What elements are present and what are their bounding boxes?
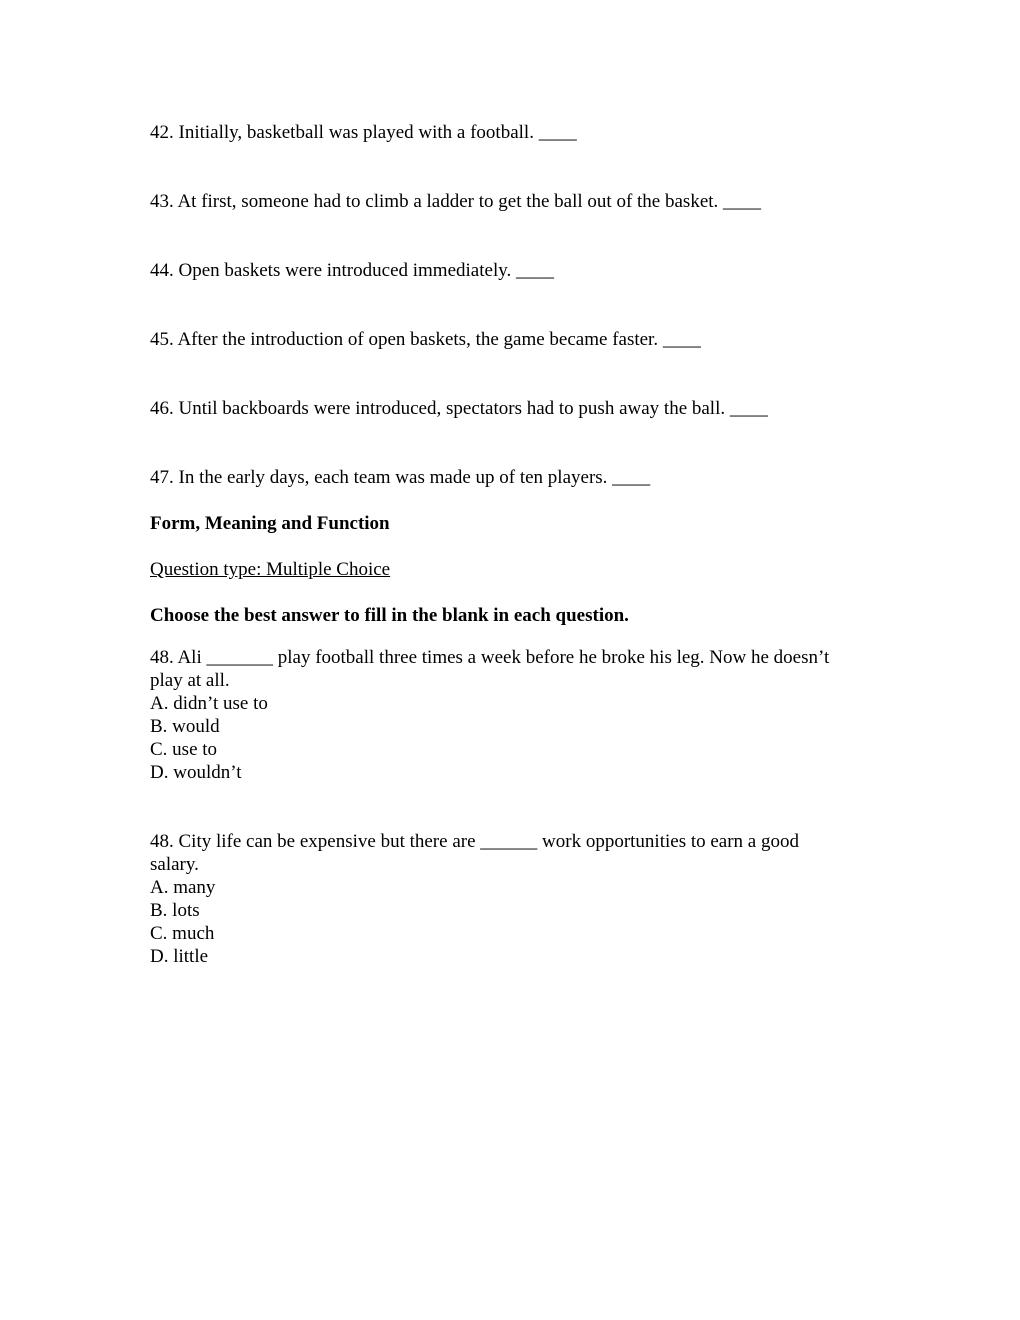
section-heading: Form, Meaning and Function (150, 513, 390, 534)
statement-47: 47. In the early days, each team was made up of ten players. ____ (150, 467, 651, 488)
question-text-line: salary. (150, 854, 199, 875)
question-block (150, 830, 880, 968)
option-a: A. didn’t use to (150, 693, 268, 714)
question-text-line: 48. Ali _______ play football three times a week before he broke his leg. Now he doesn’t (150, 647, 830, 668)
statement-45: 45. After the introduction of open baskets, the game became faster. ____ (150, 329, 701, 350)
instruction: Choose the best answer to fill in the blank in each question. (150, 605, 629, 626)
question-text-line: 48. City life can be expensive but there are ______ work opportunities to earn a good (150, 831, 799, 852)
statement-43: 43. At first, someone had to climb a ladder to get the ball out of the basket. ____ (150, 191, 762, 212)
statement-42: 42. Initially, basketball was played with a football. ____ (150, 122, 577, 143)
question-block (150, 646, 880, 784)
option-c: C. much (150, 923, 215, 944)
statement-46: 46. Until backboards were introduced, spectators had to push away the ball. ____ (150, 398, 768, 419)
option-c: C. use to (150, 739, 218, 760)
option-b: B. would (150, 716, 220, 737)
question-text-line: play at all. (150, 670, 230, 691)
option-d: D. little (150, 946, 209, 967)
question-type: Question type: Multiple Choice (150, 559, 391, 580)
option-a: A. many (150, 877, 216, 898)
option-d: D. wouldn’t (150, 762, 242, 783)
statement-44: 44. Open baskets were introduced immediately. ____ (150, 260, 554, 281)
option-b: B. lots (150, 900, 200, 921)
